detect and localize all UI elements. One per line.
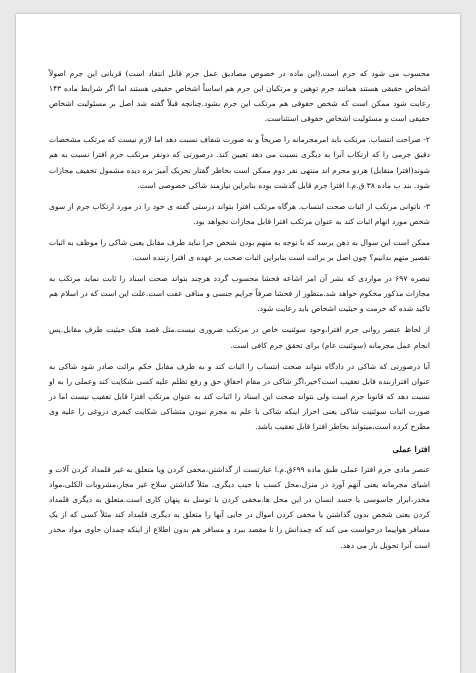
section-paragraph-1: عنصر مادی جرم افترا عملی طبق ماده ۶۹۹ق.م.ا عبارتست از گذاشتن،مخفی کردن ویا متعلق به غیر قلمداد کردن آلات و اشیای مجرمانه یعنی آنهم آورد در منزل،محل کسب یا جیب دیگری. مثلاً گذاشتن سلاح غیر مجاز،مشروبات الکلی،مواد مخدر،ابزار جاسوسی یا جسد انسان در این محل ها.مخفی کردن با توسل به پنهان کاری است.متعلق به دیگری قلمداد کردن یعنی شخص بدون گذاشتن یا مخفی کردن اموال در جایی آنها را متعلق به دیگری قلمداد کند مثلاً کسی که از یک مسافر هواپیما درخواست می کند که چمدانش را تا مقصد ببرد و مسافر هم بدون اطلاع از اینکه چمدان حاوی مواد مخدر است آنرا تحویل بار می دهد. (49, 465, 430, 550)
paragraph-1: محسوب می شود که جرم است.(این ماده در خصوص مصادیق عمل جرم قابل انتقاد است) قربانی این جرم اصولاً اشخاص حقیقی هستند همانند جرم توهین و مرتکبان این جرم هم اساساً اشخاص حقیقی هستند اما اگر شرایط ماده ۱۴۳ رعایت شود ممکن است که شخص حقوقی هم مرتکب این جرم بشود.چنانچه قبلاً گفته شد اصل بر مسئولیت اشخاص حقیقی است و مسئولیت اشخاص حقوقی استثناست. (49, 69, 430, 124)
paragraph-6: از لحاظ عنصر روانی جرم افترا،وجود سوئنیت خاص در مرتکب ضروری نیست.مثل قصد هتک حیثیت طرف مقابل.پس انجام عمل مجرمانه (سوئنیت عام) برای تحقق جرم کافی است. (49, 325, 430, 350)
document-body (49, 66, 430, 559)
section-heading: افترا عملی (392, 444, 430, 455)
document-page (16, 14, 460, 673)
paragraph-7: آیا درصورتی که شاکی در دادگاه نتواند صحت انتساب را اثبات کند و به طرف مقابل حکم برائت صادر شود شاکی به عنوان افتراز‌ننده قابل تعقیب است؟خیر،اگر شاکی در مقام احقاق حق و رفع تظلم علیه کسی شکایت کند وعملی را به او نسبت دهد که قانونا جرم است ولی نتواند صحت این اسناد را اثبات کند به عنوان مرتکب افترا قابل تعقیب نیست اما در صورت اثبات سوئنیت شاکی یعنی احراز اینکه شاکی با علم به مجرم نبودن متشاکی شکایت کیفری دروغی را علیه وی مطرح کرده است،میتواند بخاطر افترا قابل تعقیب باشد. (49, 361, 430, 431)
paragraph-2: ۲- صراحت انتساب. مرتکب باید امرمجرمانه را صریحاً و به صورت شفاف نسبت دهد اما لازم نیست که مرتکب مشخصات دقیق جرمی را که ارتکاب آنرا به دیگری نسبت می دهد تعیین کند. درصورتی که دونفر مرتکب جرم افترا نسبت به هم شوند(افترا متقابل) هردو مجرم اند منتهی نفر دوم ممکن است بخاطر گفتار تحریک آمیز بزه دیده مشمول تخفیف مجازات شود. بند ب ماده ۳۸ ق.م.ا افترا جرم قابل گذشت بوده بنابراین نیازمند شاکی خصوصی است. (49, 135, 430, 190)
paragraph-5: تبصره ۶۹۷ در مواردی که نشر آن امر اشاعه فحشا محسوب گردد هرچند بتواند صحت اسناد را ثابت نماید مرتکب به مجازات مذکور محکوم خواهد شد.منظور از فحشا صرفاً جرایم جنسی و منافی عفت است.علت این است که در اسلام هم تاکید شده که حرمت و حیثیت اشخاص باید رعایت شود. (49, 274, 430, 314)
paragraph-3: ۳- ناتوانی مرتکب از اثبات صحت انتساب. هرگاه مرتکب افترا بتواند درستی گفته ی خود را در مورد ارتکاب جرم از سوی شخص مورد اتهام اثبات کند به عنوان مرتکب افترا قابل مجازات نخواهد بود. (49, 201, 430, 226)
paragraph-4: ممکن است این سوال به ذهن برسد که با توجه به متهم بودن شخص جرا نباید طرف مقابل یعنی شاکی را موظف به اثبات تقصیر متهم بدانیم؟ چون اصل بر برائت است بنابراین اثبات صحت بر عهده ی افترا زننده است. (49, 237, 430, 263)
